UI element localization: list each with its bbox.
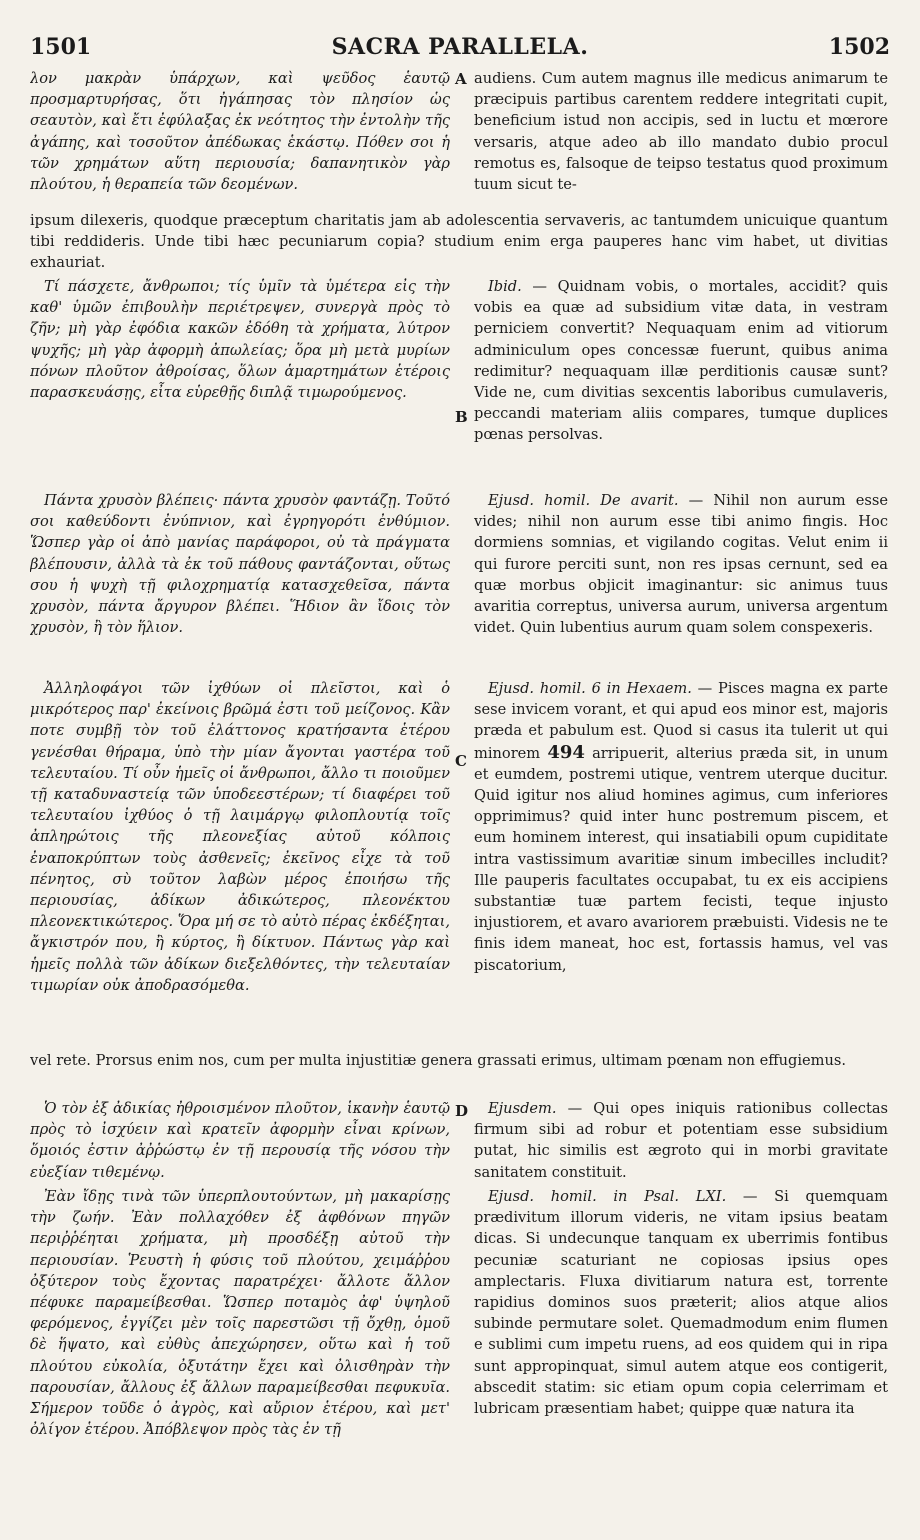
latin-text: — Si quemquam prædivitum illorum videris, ne vitam ipsius beatam dicas. Si undecunque tanquam ex uberrimis fontibus pecuniæ scaturiant ne copiosas ipsius opes amplectaris. Fluxa divitiarum natura est, torrente rapidius dominos suos præterit; alios atque alios subinde permutare solet. Quemadmodum enim flumen e sublimi cum impetu ruens, ad eos quidem qui in ripa sunt appropinquat, simul autem atque eos contigerit, abscedit statim: sic etiam opum copia celerrimam et lubricam præsentiam habet; quippe quæ natura ita xyxy=(474,1188,888,1418)
latin-paragraph xyxy=(474,1098,888,1183)
right-column-section-6 xyxy=(474,1186,888,1526)
page-reference-number: 494 xyxy=(547,741,585,763)
source-citation: Ibid. xyxy=(488,278,522,295)
left-column-section-5 xyxy=(30,1098,450,1184)
left-column-top xyxy=(30,68,450,210)
latin-paragraph: audiens. Cum autem magnus ille medicus animarum te præcipuis partibus carentem reddere integritati cupit, beneficium istud non accipis, sed in luctu et mœrore versaris, atque adeo ab illo mandato dubio procul remotus es, falsoque de teipso testatus quod proximum tuum sicut te- xyxy=(474,70,888,194)
page-number-left: 1501 xyxy=(30,34,92,60)
source-citation: Ejusd. homil. in Psal. LXI. xyxy=(488,1188,727,1205)
latin-text: — Pisces magna ex parte sese invicem vorant, et qui apud eos minor est, majoris præda et pabulum est. Quod si casus ita tulerit ut qui minorem xyxy=(474,680,888,762)
margin-marker-c: C xyxy=(455,752,467,770)
greek-paragraph: Ἀλληλοφάγοι τῶν ἰχθύων οἱ πλεῖστοι, καὶ ὁ μικρότερος παρ' ἐκείνοις βρῶμά ἐστι τοῦ μείζονος. Κἂν ποτε συμβῇ τὸν τοῦ ἐλάττονος κρατήσαντα ἑτέρου γενέσθαι θήραμα, ὑπὸ τὴν μίαν ἄγονται γαστέρα τοῦ τελευταίου. Τί οὖν ἡμεῖς οἱ ἄνθρωποι, ἄλλο τι ποιοῦμεν τῇ καταδυναστείᾳ τῶν ὑποδεεστέρων; τί διαφέρει τοῦ τελευταίου ἰχθύος ὁ τῇ λαιμάργῳ φιλοπλουτίᾳ τοῖς ἀπληρώτοις τῆς πλεονεξίας αὐτοῦ κόλποις ἐναποκρύπτων τοὺς ἀσθενεῖς; ἐκεῖνος εἶχε τὰ τοῦ πένητος, σὺ τοῦτον λαβὼν μέρος ἐποιήσω τῆς περιουσίας, ἀδίκων ἀδικώτερος, πλεονέκτου πλεονεκτικώτερος. Ὅρα μή σε τὸ αὐτὸ πέρας ἐκδέξηται, ἄγκιστρόν που, ἢ κύρτος, ἢ δίκτυον. Πάντως γὰρ καὶ ἡμεῖς πολλὰ τῶν ἀδίκων διεξελθόντες, τὴν τελευταίαν τιμωρίαν οὐκ ἀποδρασόμεθα. xyxy=(30,680,450,994)
right-column-section-3 xyxy=(474,490,888,676)
margin-marker-d: D xyxy=(455,1102,469,1120)
latin-paragraph xyxy=(474,490,888,638)
source-citation: Ejusd. homil. 6 in Hexaem. xyxy=(488,680,692,697)
greek-paragraph: Ἐὰν ἴδῃς τινὰ τῶν ὑπερπλουτούντων, μὴ μακαρίσῃς τὴν ζωήν. Ἐὰν πολλαχόθεν ἐξ ἀφθόνων πηγῶν περιῤῥέηται χρήματα, μὴ προσδέξῃ αὐτοῦ τὴν περιουσίαν. Ῥευστὴ ἡ φύσις τοῦ πλούτου, χειμάῤῥου ὀξύτερον τοὺς ἔχοντας παρατρέχει· ἄλλοτε ἄλλον πέφυκε παραμείβεσθαι. Ὥσπερ ποταμὸς ἀφ' ὑψηλοῦ φερόμενος, ἐγγίζει μὲν τοῖς παρεστῶσι τῇ ὄχθῃ, ὁμοῦ δὲ ἥψατο, καὶ εὐθὺς ἀπεχώρησεν, οὕτω καὶ ἡ τοῦ πλούτου εὐκολία, ὀξυτάτην ἔχει καὶ ὀλισθηρὰν τὴν παρουσίαν, ἄλλους ἐξ ἄλλων παραμείβεσθαι πεφυκυῖα. Σήμερον τοῦδε ὁ ἀγρὸς, καὶ αὔριον ἑτέρου, καὶ μετ' ὀλίγον ἑτέρου. Ἀπόβλεψον πρὸς τὰς ἐν τῇ xyxy=(30,1188,450,1439)
page-number-right: 1502 xyxy=(828,34,890,60)
page-header xyxy=(30,34,890,62)
source-citation: Ejusd. homil. De avarit. xyxy=(488,492,679,509)
latin-paragraph xyxy=(474,678,888,976)
greek-paragraph: Τί πάσχετε, ἄνθρωποι; τίς ὑμῖν τὰ ὑμέτερα εἰς τὴν καθ' ὑμῶν ἐπιβουλὴν περιέτρεψεν, συνεργὰ πρὸς τὸ ζῆν; μὴ γὰρ ἐφόδια κακῶν ἐδόθη τὰ χρήματα, λύτρον ψυχῆς; μὴ γὰρ ἀφορμὴ ἀπωλείας; ὅρα μὴ μετὰ μυρίων πόνων πλοῦτον ἀθροίσας, ὅλων ἁμαρτημάτων ἑτέροις παρασκευάσῃς, εἶτα εὑρεθῇς διπλᾷ τιμωρούμενος. xyxy=(30,278,450,402)
right-column-section-5 xyxy=(474,1098,888,1184)
full-width-text-1: ipsum dilexeris, quodque præceptum charitatis jam ab adolescentia servaveris, ac tantumdem unicuique quantum tibi reddideris. Unde tibi hæc pecuniarum copia? studium enim erga pauperes hanc vim habet, ut divitias exhauriat. xyxy=(30,212,888,272)
latin-text: — Qui opes iniquis rationibus collectas firmum sibi ad robur et potentiam esse subsidium putat, hic similis est ægroto qui in morbi gravitate sanitatem constituit. xyxy=(474,1100,888,1181)
greek-paragraph: λον μακρὰν ὑπάρχων, καὶ ψεῦδος ἑαυτῷ προσμαρτυρήσας, ὅτι ἠγάπησας τὸν πλησίον ὡς σεαυτὸν, καὶ ἔτι ἐφύλαξας ἐκ νεότητος τὴν ἐντολὴν τῆς ἀγάπης, καὶ τοσοῦτον ἀπέδωκας ἑκάστῳ. Πόθεν σοι ἡ τῶν χρημάτων αὕτη περιουσία; δαπανητικὸν γὰρ πλούτου, ἡ θεραπεία τῶν δεομένων. xyxy=(30,70,450,194)
right-column-top xyxy=(474,68,888,210)
left-column-section-6 xyxy=(30,1186,450,1526)
left-column-section-3 xyxy=(30,490,450,662)
latin-text: arripuerit, alterius præda sit, in unum et eumdem, postremi utique, ventrem uterque ducitur. Quid igitur nos aliud homines agimus, cum inferiores opprimimus? quid inter hunc postremum piscem, et eum hominem interest, qui insatiabili opum cupiditate intra vastissimum avaritiæ sinum imbecilles includit? Ille pauperis facultates occupabat, tu ex eis accipiens substantiæ tuæ partem fecisti, teque injusto injustiorem, et avaro avariorem præbuisti. Videsis ne te finis idem maneat, hoc est, fortassis hamus, vel vas piscatorium, xyxy=(474,744,888,974)
running-title: SACRA PARALLELA. xyxy=(331,34,589,60)
greek-paragraph: Ὁ τὸν ἐξ ἀδικίας ἠθροισμένον πλοῦτον, ἱκανὴν ἑαυτῷ πρὸς τὸ ἰσχύειν καὶ κρατεῖν ἀφορμὴν εἶναι κρίνων, ὅμοιός ἐστιν ἀῤῥώστῳ ἐν τῇ περουσίᾳ τῆς νόσου τὴν εὐεξίαν τιθεμένῳ. xyxy=(30,1100,450,1181)
latin-paragraph xyxy=(474,1186,888,1419)
margin-marker-a: A xyxy=(455,70,467,88)
margin-marker-b: B xyxy=(455,408,468,426)
source-citation: Ejusdem. xyxy=(488,1100,557,1117)
latin-text: — Nihil non aurum esse vides; nihil non aurum esse tibi animo fingis. Hoc dormiens somnias, et vigilando cogitas. Velut enim ii qui furore perciti sunt, non res ipsas cernunt, sed ea quæ morbus objicit imaginantur: sic animus tuus avaritia correptus, universa aurum, universa argentum videt. Quin lubentius aurum quam solem conspexeris. xyxy=(474,492,888,637)
full-width-text-2: vel rete. Prorsus enim nos, cum per multa injustitiæ genera grassati erimus, ultimam pœnam non effugiemus. xyxy=(30,1052,847,1069)
left-column-section-4 xyxy=(30,678,450,1048)
right-column-section-2 xyxy=(474,276,888,482)
greek-paragraph: Πάντα χρυσὸν βλέπεις· πάντα χρυσὸν φαντάζῃ. Τοῦτό σοι καθεύδοντι ἐνύπνιον, καὶ ἐγρηγορότι ἐνθύμιον. Ὥσπερ γὰρ οἱ ἀπὸ μανίας παράφοροι, οὐ τὰ πράγματα βλέπουσιν, ἀλλὰ τὰ ἐκ τοῦ πάθους φαντάζονται, οὕτως σου ἡ ψυχὴ τῇ φιλοχρηματίᾳ κατασχεθεῖσα, πάντα χρυσὸν, πάντα ἄργυρον βλέπει. Ἥδιον ἂν ἴδοις τὸν χρυσὸν, ἢ τὸν ἥλιον. xyxy=(30,492,450,637)
latin-text: — Quidnam vobis, o mortales, accidit? quis vobis ea quæ ad subsidium vitæ data, in vestram perniciem convertit? Nequaquam enim ad vitiorum adminiculum opes concessæ fuerunt, quibus anima redimitur? nequaquam illæ perditionis causæ sunt? Vide ne, cum divitias sexcentis laboribus cumulaveris, peccandi materiam aliis compares, tumque duplices pœnas persolvas. xyxy=(474,278,888,444)
left-column-section-2 xyxy=(30,276,450,476)
right-column-section-4 xyxy=(474,678,888,1048)
latin-paragraph xyxy=(474,276,888,446)
